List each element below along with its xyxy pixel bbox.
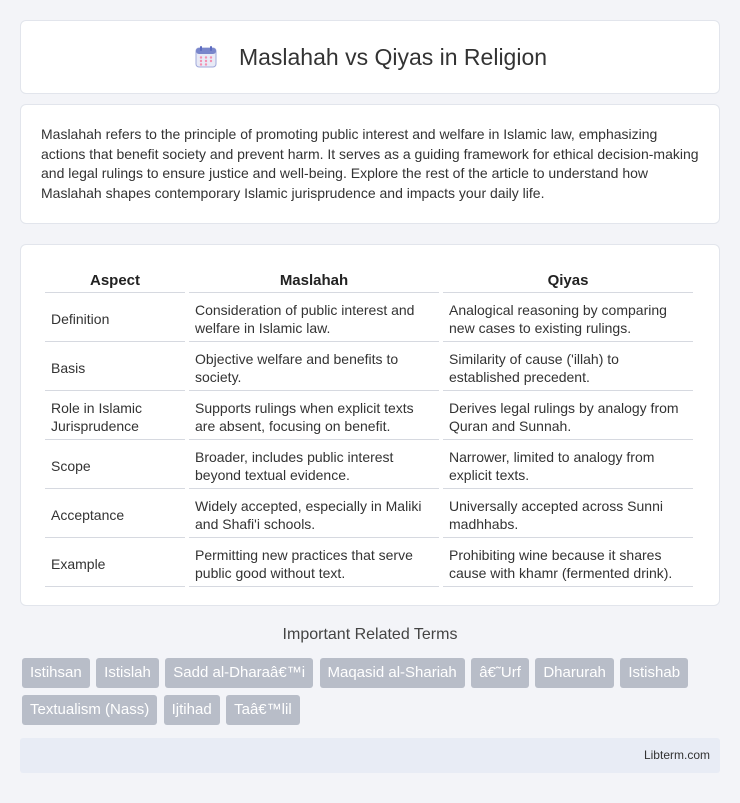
tag-istislah[interactable]: Istislah (96, 658, 159, 688)
table-cell: Permitting new practices that serve public good without text. (189, 541, 439, 587)
tag-textualism[interactable]: Textualism (Nass) (22, 695, 157, 725)
comparison-table (41, 265, 697, 590)
table-row (45, 296, 693, 342)
table-row (45, 394, 693, 440)
table-row (45, 492, 693, 538)
table-cell: Objective welfare and benefits to society. (189, 345, 439, 391)
table-cell: Role in Islamic Jurisprudence (45, 394, 185, 440)
tag-istihsan[interactable]: Istihsan (22, 658, 90, 688)
table-cell: Basis (45, 345, 185, 391)
table-cell: Analogical reasoning by comparing new cases to existing rulings. (443, 296, 693, 342)
tag-urf[interactable]: â€˜Urf (471, 658, 529, 688)
footer (20, 738, 720, 773)
table-row (45, 345, 693, 391)
table-header-row (45, 268, 693, 293)
column-header: Aspect (45, 268, 185, 293)
intro-card (20, 104, 720, 224)
tag-sadd-al-dharai[interactable]: Sadd al-Dharaâ€™i (165, 658, 313, 688)
tag-istishab[interactable]: Istishab (620, 658, 688, 688)
table-cell: Similarity of cause ('illah) to established precedent. (443, 345, 693, 391)
page-header (20, 20, 720, 94)
tag-maqasid-al-shariah[interactable]: Maqasid al-Shariah (320, 658, 465, 688)
footer-site-link[interactable]: Libterm.com (643, 748, 710, 762)
table-cell: Broader, includes public interest beyond textual evidence. (189, 443, 439, 489)
tag-talil[interactable]: Taâ€™lil (226, 695, 300, 725)
table-cell: Example (45, 541, 185, 587)
tag-ijtihad[interactable]: Ijtihad (164, 695, 220, 725)
column-header: Qiyas (443, 268, 693, 293)
table-cell: Scope (45, 443, 185, 489)
table-cell: Prohibiting wine because it shares cause with khamr (fermented drink). (443, 541, 693, 587)
table-cell: Universally accepted across Sunni madhhabs. (443, 492, 693, 538)
table-row (45, 443, 693, 489)
table-cell: Narrower, limited to analogy from explicit texts. (443, 443, 693, 489)
related-terms-title: Important Related Terms (282, 626, 458, 643)
page-title: Maslahah vs Qiyas in Religion (238, 43, 548, 70)
comparison-card (20, 244, 720, 606)
tag-dharurah[interactable]: Dharurah (535, 658, 614, 688)
table-cell: Consideration of public interest and welfare in Islamic law. (189, 296, 439, 342)
table-cell: Acceptance (45, 492, 185, 538)
related-terms-tags (22, 658, 722, 732)
table-cell: Widely accepted, especially in Maliki and Shafi'i schools. (189, 492, 439, 538)
column-header: Maslahah (189, 268, 439, 293)
table-cell: Supports rulings when explicit texts are absent, focusing on benefit. (189, 394, 439, 440)
calendar-icon (193, 44, 219, 70)
table-cell: Definition (45, 296, 185, 342)
table-row (45, 541, 693, 587)
table-cell: Derives legal rulings by analogy from Quran and Sunnah. (443, 394, 693, 440)
intro-text: Maslahah refers to the principle of promoting public interest and welfare in Islamic law, emphasizing actions that benefit society and prevent harm. It serves as a guiding framework for ethical decision-making and legal rulings to ensure justice and well-being. Explore the rest of the article to understand how Maslahah shapes contemporary Islamic jurisprudence and impacts your daily life. (41, 126, 699, 201)
